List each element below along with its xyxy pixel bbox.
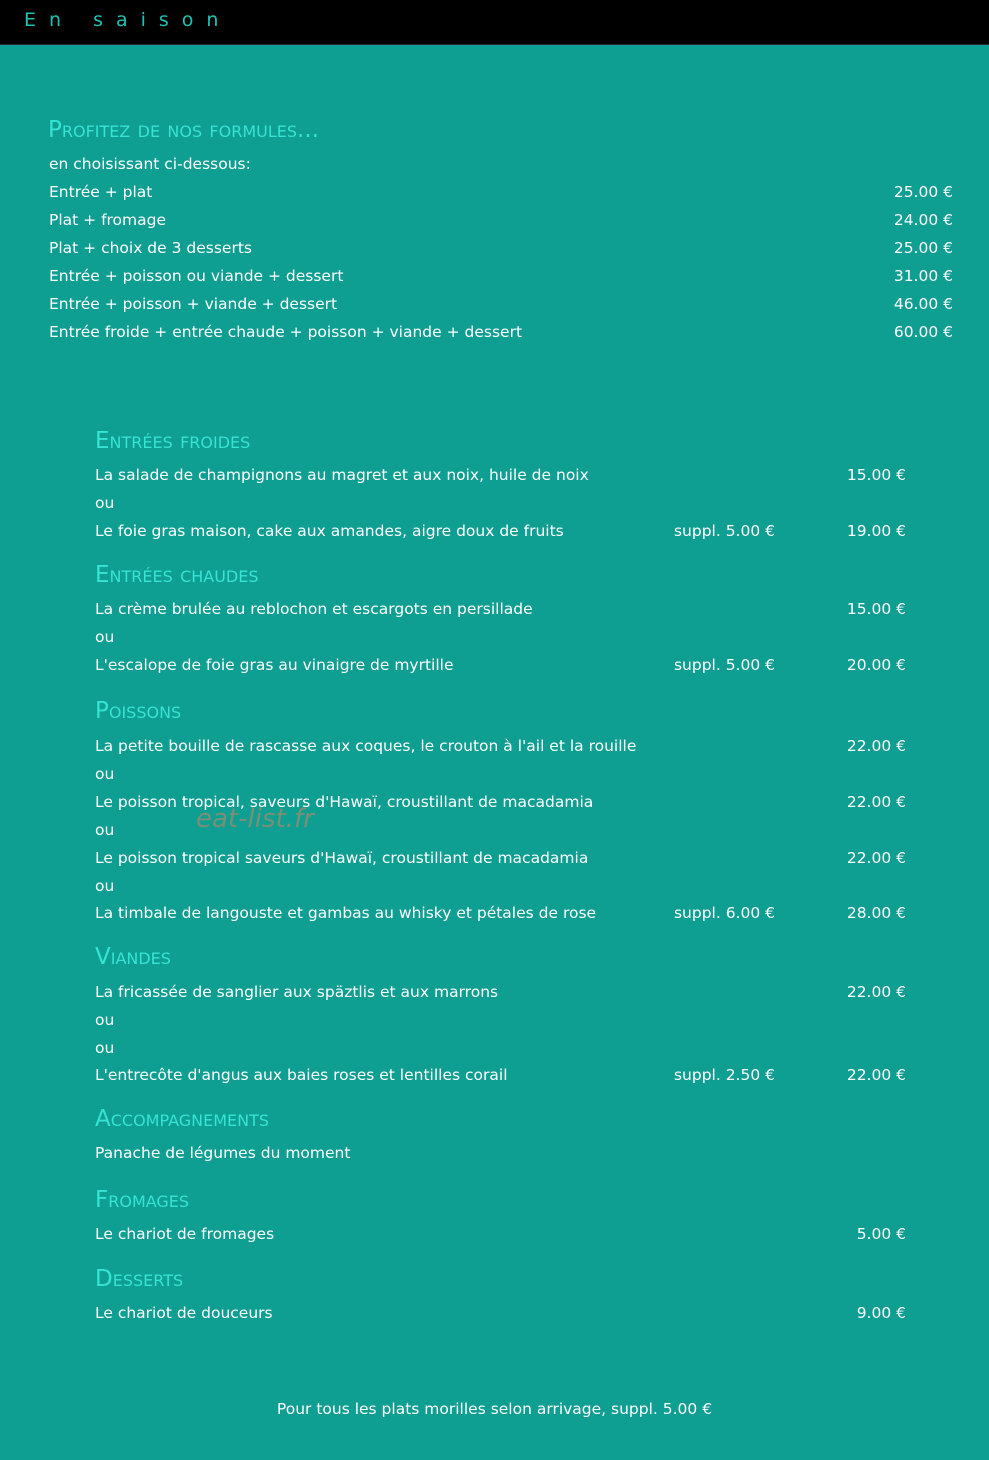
dish-label: La petite bouille de rascasse aux coques, le crouton à l'ail et la rouille <box>95 737 637 755</box>
dish-price: 5.00 € <box>856 1225 906 1243</box>
dish-supplement: suppl. 2.50 € <box>673 1066 775 1084</box>
dish-label: Panache de légumes du moment <box>95 1144 351 1162</box>
section-title: Entrées froides <box>95 428 251 454</box>
top-bar <box>0 0 989 45</box>
dish-label: Le chariot de douceurs <box>95 1304 273 1322</box>
dish-supplement: suppl. 6.00 € <box>673 904 775 922</box>
dish-price: 20.00 € <box>846 656 906 674</box>
section-title: Accompagnements <box>95 1106 270 1132</box>
formule-price: 25.00 € <box>893 183 953 201</box>
dish-price: 22.00 € <box>846 793 906 811</box>
formules-subtitle: en choisissant ci-dessous: <box>49 155 251 173</box>
dish-label: La timbale de langouste et gambas au whisky et pétales de rose <box>95 904 597 922</box>
formule-price: 60.00 € <box>893 323 953 341</box>
or-separator: ou <box>95 494 115 512</box>
formule-label: Plat + fromage <box>49 211 167 229</box>
dish-price: 19.00 € <box>846 522 906 540</box>
dish-label: L'entrecôte d'angus aux baies roses et lentilles corail <box>95 1066 508 1084</box>
or-separator: ou <box>95 821 115 839</box>
dish-price: 22.00 € <box>846 849 906 867</box>
or-separator: ou <box>95 877 115 895</box>
dish-supplement: suppl. 5.00 € <box>673 522 775 540</box>
dish-price: 22.00 € <box>846 983 906 1001</box>
dish-label: Le chariot de fromages <box>95 1225 275 1243</box>
dish-price: 15.00 € <box>846 466 906 484</box>
dish-label: Le poisson tropical, saveurs d'Hawaï, croustillant de macadamia <box>95 793 594 811</box>
or-separator: ou <box>95 1011 115 1029</box>
formule-price: 46.00 € <box>893 295 953 313</box>
formule-price: 31.00 € <box>893 267 953 285</box>
dish-label: Le poisson tropical saveurs d'Hawaï, croustillant de macadamia <box>95 849 589 867</box>
dish-label: La crème brulée au reblochon et escargots en persillade <box>95 600 533 618</box>
or-separator: ou <box>95 628 115 646</box>
section-title: Fromages <box>95 1187 190 1213</box>
formule-label: Entrée + poisson + viande + dessert <box>49 295 338 313</box>
dish-label: Le foie gras maison, cake aux amandes, aigre doux de fruits <box>95 522 564 540</box>
footer-note: Pour tous les plats morilles selon arrivage, suppl. 5.00 € <box>276 1400 713 1418</box>
dish-supplement: suppl. 5.00 € <box>673 656 775 674</box>
brand-title: En saison <box>24 9 232 31</box>
formule-label: Entrée + plat <box>49 183 153 201</box>
section-title: Entrées chaudes <box>95 562 259 588</box>
section-title: Viandes <box>95 944 171 970</box>
section-title: Poissons <box>95 698 182 724</box>
section-title: Desserts <box>95 1266 184 1292</box>
dish-price: 9.00 € <box>856 1304 906 1322</box>
or-separator: ou <box>95 765 115 783</box>
dish-price: 28.00 € <box>846 904 906 922</box>
formule-label: Entrée froide + entrée chaude + poisson + viande + dessert <box>49 323 523 341</box>
formule-price: 25.00 € <box>893 239 953 257</box>
dish-label: La fricassée de sanglier aux späztlis et aux marrons <box>95 983 499 1001</box>
formule-label: Plat + choix de 3 desserts <box>49 239 252 257</box>
dish-price: 15.00 € <box>846 600 906 618</box>
formule-price: 24.00 € <box>893 211 953 229</box>
formules-title: Profitez de nos formules... <box>48 117 319 143</box>
dish-price: 22.00 € <box>846 737 906 755</box>
dish-label: L'escalope de foie gras au vinaigre de myrtille <box>95 656 454 674</box>
watermark: eat-list.fr <box>196 804 314 834</box>
formule-label: Entrée + poisson ou viande + dessert <box>49 267 344 285</box>
dish-label: La salade de champignons au magret et aux noix, huile de noix <box>95 466 589 484</box>
dish-price: 22.00 € <box>846 1066 906 1084</box>
or-separator: ou <box>95 1039 115 1057</box>
